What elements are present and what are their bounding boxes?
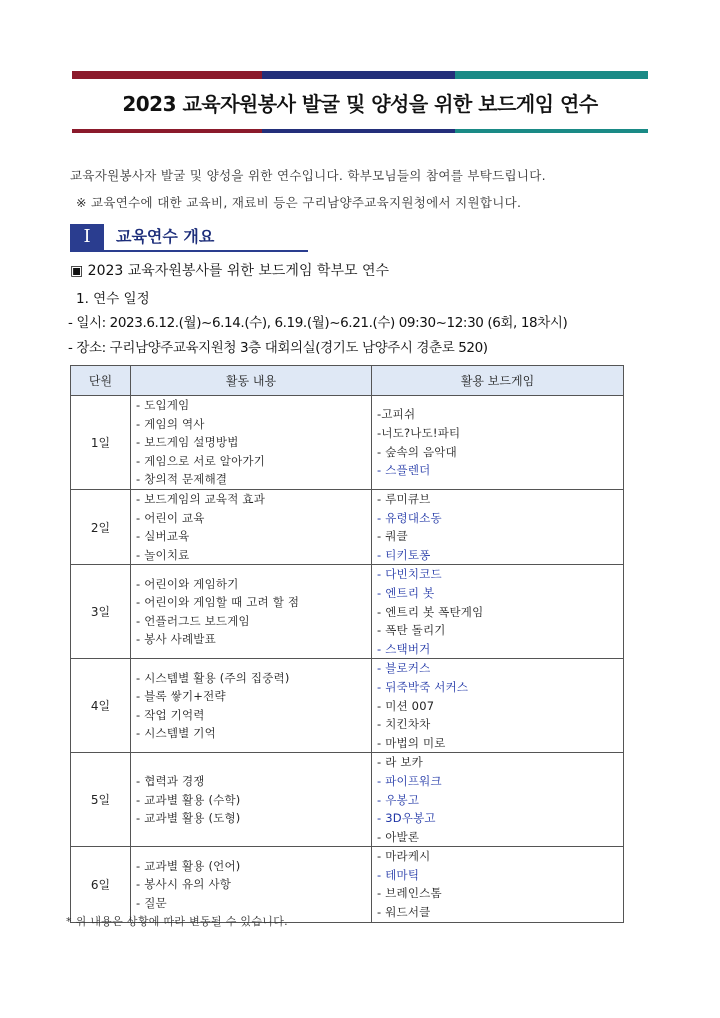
activity-item: - 봉사 사례발표: [136, 632, 216, 647]
section-number: Ⅰ: [70, 224, 104, 250]
header-day: 단원: [71, 366, 131, 396]
header-bottom-rule: [72, 129, 648, 133]
day-cell: 3일: [71, 565, 131, 659]
table-row: [71, 490, 624, 565]
activity-item: - 어린이와 게임할 때 고려 할 점: [136, 595, 300, 610]
activity-item: - 어린이와 게임하기: [136, 576, 239, 591]
activity-item: - 보드게임 설명방법: [136, 435, 239, 450]
table-row: [71, 659, 624, 753]
activities-cell: [131, 659, 372, 753]
table-row: [71, 847, 624, 922]
games-cell: [372, 565, 624, 659]
game-item: - 아발론: [377, 829, 420, 844]
activities-cell: [131, 847, 372, 922]
game-item: - 숲속의 음악대: [377, 444, 457, 459]
footnote: * 위 내용은 상황에 따라 변동될 수 있습니다.: [66, 915, 288, 928]
document-title: 2023 교육자원봉사 발굴 및 양성을 위한 보드게임 연수: [122, 92, 598, 116]
activity-item: - 어린이 교육: [136, 510, 205, 525]
games-cell: [372, 396, 624, 490]
activities-cell: [131, 753, 372, 847]
day-cell: 2일: [71, 490, 131, 565]
game-item: -고피쉬: [377, 407, 416, 422]
activities-cell: [131, 565, 372, 659]
activity-item: - 시스템별 활용 (주의 집중력): [136, 670, 290, 685]
activity-item: - 교과별 활용 (수학): [136, 792, 241, 807]
day-cell: 6일: [71, 847, 131, 922]
games-cell: [372, 753, 624, 847]
games-cell: [372, 659, 624, 753]
activities-cell: [131, 396, 372, 490]
game-item: -너도?나도!파티: [377, 425, 461, 440]
game-item: - 워드서클: [377, 905, 431, 920]
table-header-row: [71, 366, 624, 396]
intro-line-1: 교육자원봉사자 발굴 및 양성을 위한 연수입니다. 학부모님들의 참여를 부탁드립니다.: [70, 168, 546, 183]
game-item: - 블로커스: [377, 661, 431, 676]
activity-item: - 질문: [136, 895, 167, 910]
game-item: - 브레인스톰: [377, 886, 442, 901]
day-cell: 1일: [71, 396, 131, 490]
activity-item: - 실버교육: [136, 529, 190, 544]
game-item: - 폭탄 돌리기: [377, 623, 446, 638]
game-item: - 루미큐브: [377, 492, 431, 506]
table-row: [71, 396, 624, 490]
games-cell: [372, 847, 624, 922]
schedule-table: [70, 365, 624, 923]
intro-line-2: ※ 교육연수에 대한 교육비, 재료비 등은 구리남양주교육지원청에서 지원합니다.: [76, 195, 522, 210]
game-item: - 마라케시: [377, 849, 431, 864]
header-activities: 활동 내용: [131, 366, 372, 396]
game-item: - 쿼클: [377, 529, 408, 544]
game-item: - 라 보카: [377, 755, 423, 770]
activity-item: - 창의적 문제해결: [136, 472, 228, 487]
game-item: - 스택버거: [377, 641, 431, 656]
activity-item: - 도입게임: [136, 398, 190, 413]
game-item: - 치킨차차: [377, 717, 431, 732]
game-item: - 유령대소동: [377, 510, 442, 525]
activity-item: - 놀이치료: [136, 547, 190, 562]
game-item: - 마법의 미로: [377, 735, 446, 750]
activity-item: - 교과별 활용 (도형): [136, 811, 241, 826]
game-item: - 엔트리 봇 폭탄게임: [377, 604, 484, 619]
table-row: [71, 753, 624, 847]
game-item: - 우봉고: [377, 792, 420, 807]
game-item: - 엔트리 봇: [377, 585, 435, 600]
header-top-rule: [72, 71, 648, 79]
activity-item: - 작업 기억력: [136, 707, 205, 722]
activity-item: - 교과별 활용 (언어): [136, 858, 241, 873]
activity-item: - 협력과 경쟁: [136, 773, 205, 788]
game-item: - 티키토퐁: [377, 547, 431, 562]
game-item: - 다빈치코드: [377, 567, 442, 582]
activity-item: - 블록 쌓기+전략: [136, 689, 226, 704]
game-item: - 테마틱: [377, 867, 420, 882]
activity-item: - 시스템별 기억: [136, 726, 216, 741]
activity-item: - 게임의 역사: [136, 416, 205, 431]
activity-item: - 언플러그드 보드게임: [136, 613, 250, 628]
section-heading: [70, 224, 308, 252]
schedule-place: - 장소: 구리남양주교육지원청 3층 대회의실(경기도 남양주시 경춘로 520): [68, 340, 488, 356]
day-cell: 4일: [71, 659, 131, 753]
activity-item: - 보드게임의 교육적 효과: [136, 492, 266, 506]
games-cell: [372, 490, 624, 565]
game-item: - 3D우봉고: [377, 811, 436, 826]
game-item: - 스플렌더: [377, 463, 431, 478]
game-item: - 뒤죽박죽 서커스: [377, 679, 469, 694]
header-games: 활용 보드게임: [372, 366, 624, 396]
activity-item: - 봉사시 유의 사항: [136, 877, 232, 892]
section-title: 교육연수 개요: [116, 227, 215, 246]
activity-item: - 게임으로 서로 알아가기: [136, 453, 266, 468]
activities-cell: [131, 490, 372, 565]
program-heading: ▣ 2023 교육자원봉사를 위한 보드게임 학부모 연수: [70, 263, 389, 279]
day-cell: 5일: [71, 753, 131, 847]
schedule-subheading: 1. 연수 일정: [76, 291, 150, 307]
table-row: [71, 565, 624, 659]
game-item: - 파이프워크: [377, 773, 442, 788]
game-item: - 미션 007: [377, 698, 435, 713]
schedule-date: - 일시: 2023.6.12.(월)~6.14.(수), 6.19.(월)~6.21.(수) 09:30~12:30 (6회, 18차시): [68, 315, 568, 331]
